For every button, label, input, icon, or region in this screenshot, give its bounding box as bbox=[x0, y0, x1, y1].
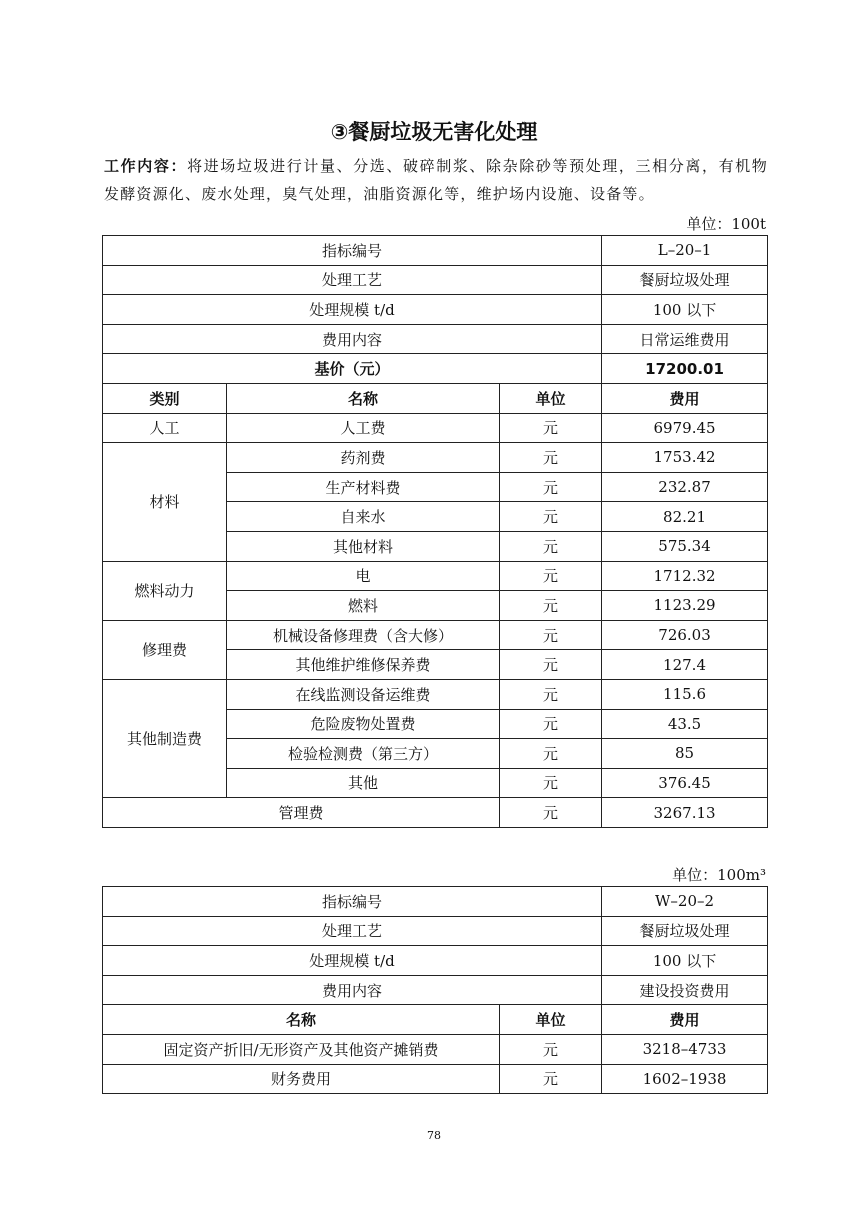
header-label: 处理工艺 bbox=[103, 265, 602, 295]
category-cell: 其他制造费 bbox=[103, 679, 227, 797]
item-cost: 726.03 bbox=[602, 620, 768, 650]
item-cost: 1123.29 bbox=[602, 591, 768, 621]
column-header: 单位 bbox=[500, 383, 602, 413]
item-name: 其他材料 bbox=[227, 531, 500, 561]
column-header: 名称 bbox=[103, 1005, 500, 1035]
item-name: 生产材料费 bbox=[227, 472, 500, 502]
item-cost: 3267.13 bbox=[602, 798, 768, 828]
item-cost: 575.34 bbox=[602, 531, 768, 561]
header-label: 费用内容 bbox=[103, 975, 602, 1005]
header-value: 17200.01 bbox=[602, 354, 768, 384]
item-unit: 元 bbox=[500, 502, 602, 532]
item-unit: 元 bbox=[500, 620, 602, 650]
item-unit: 元 bbox=[500, 561, 602, 591]
item-name: 燃料 bbox=[227, 591, 500, 621]
header-label: 基价（元） bbox=[103, 354, 602, 384]
item-unit: 元 bbox=[500, 739, 602, 769]
item-unit: 元 bbox=[500, 472, 602, 502]
header-label: 处理规模 t/d bbox=[103, 295, 602, 325]
table-row bbox=[103, 1034, 768, 1064]
item-unit: 元 bbox=[500, 531, 602, 561]
column-header-row bbox=[103, 383, 768, 413]
item-unit: 元 bbox=[500, 413, 602, 443]
column-header: 类别 bbox=[103, 383, 227, 413]
construction-investment-cost-table bbox=[102, 886, 768, 1094]
item-cost: 1602–1938 bbox=[602, 1064, 768, 1094]
item-cost: 43.5 bbox=[602, 709, 768, 739]
daily-operation-cost-table bbox=[102, 235, 768, 828]
work-label: 工作内容： bbox=[104, 157, 188, 175]
column-header: 费用 bbox=[602, 1005, 768, 1035]
category-cell: 修理费 bbox=[103, 620, 227, 679]
page-number: 78 bbox=[427, 1129, 441, 1142]
item-name: 电 bbox=[227, 561, 500, 591]
table-row bbox=[103, 1064, 768, 1094]
item-cost: 6979.45 bbox=[602, 413, 768, 443]
item-unit: 元 bbox=[500, 1034, 602, 1064]
item-name: 管理费 bbox=[103, 798, 500, 828]
category-cell: 材料 bbox=[103, 443, 227, 561]
header-label: 指标编号 bbox=[103, 887, 602, 917]
item-name: 机械设备修理费（含大修） bbox=[227, 620, 500, 650]
column-header: 名称 bbox=[227, 383, 500, 413]
header-label: 处理工艺 bbox=[103, 916, 602, 946]
item-unit: 元 bbox=[500, 679, 602, 709]
table-row bbox=[103, 443, 768, 473]
header-row bbox=[103, 354, 768, 384]
header-row bbox=[103, 324, 768, 354]
item-cost: 127.4 bbox=[602, 650, 768, 680]
item-cost: 1712.32 bbox=[602, 561, 768, 591]
item-cost: 82.21 bbox=[602, 502, 768, 532]
table-row bbox=[103, 679, 768, 709]
footer-row bbox=[103, 798, 768, 828]
section-title: ③餐厨垃圾无害化处理 bbox=[330, 120, 538, 144]
item-unit: 元 bbox=[500, 1064, 602, 1094]
header-value: 100 以下 bbox=[602, 946, 768, 976]
work-content bbox=[104, 152, 768, 208]
table-row bbox=[103, 413, 768, 443]
item-name: 自来水 bbox=[227, 502, 500, 532]
item-cost: 3218–4733 bbox=[602, 1034, 768, 1064]
header-label: 费用内容 bbox=[103, 324, 602, 354]
header-row bbox=[103, 946, 768, 976]
header-value: 建设投资费用 bbox=[602, 975, 768, 1005]
item-unit: 元 bbox=[500, 798, 602, 828]
item-cost: 115.6 bbox=[602, 679, 768, 709]
header-value: L–20–1 bbox=[602, 236, 768, 266]
item-name: 药剂费 bbox=[227, 443, 500, 473]
header-value: 餐厨垃圾处理 bbox=[602, 265, 768, 295]
item-name: 其他 bbox=[227, 768, 500, 798]
item-cost: 1753.42 bbox=[602, 443, 768, 473]
header-row bbox=[103, 236, 768, 266]
header-label: 处理规模 t/d bbox=[103, 946, 602, 976]
item-name: 财务费用 bbox=[103, 1064, 500, 1094]
item-unit: 元 bbox=[500, 591, 602, 621]
item-unit: 元 bbox=[500, 768, 602, 798]
item-unit: 元 bbox=[500, 650, 602, 680]
header-row bbox=[103, 265, 768, 295]
header-row bbox=[103, 887, 768, 917]
item-name: 人工费 bbox=[227, 413, 500, 443]
item-cost: 232.87 bbox=[602, 472, 768, 502]
category-cell: 人工 bbox=[103, 413, 227, 443]
table-row bbox=[103, 561, 768, 591]
item-cost: 85 bbox=[602, 739, 768, 769]
header-value: 100 以下 bbox=[602, 295, 768, 325]
work-content-text: 将进场垃圾进行计量、分选、破碎制浆、除杂除砂等预处理，三相分离，有机物发酵资源化、废水处理，臭气处理，油脂资源化等，维护场内设施、设备等。 bbox=[104, 157, 768, 203]
item-cost: 376.45 bbox=[602, 768, 768, 798]
category-cell: 燃料动力 bbox=[103, 561, 227, 620]
header-row bbox=[103, 916, 768, 946]
table2-unit: 单位：100m³ bbox=[672, 866, 766, 884]
item-name: 在线监测设备运维费 bbox=[227, 679, 500, 709]
column-header: 单位 bbox=[500, 1005, 602, 1035]
item-unit: 元 bbox=[500, 443, 602, 473]
header-label: 指标编号 bbox=[103, 236, 602, 266]
column-header: 费用 bbox=[602, 383, 768, 413]
table1-unit: 单位：100t bbox=[686, 215, 766, 233]
table-row bbox=[103, 620, 768, 650]
item-name: 危险废物处置费 bbox=[227, 709, 500, 739]
item-name: 其他维护维修保养费 bbox=[227, 650, 500, 680]
column-header-row bbox=[103, 1005, 768, 1035]
item-name: 固定资产折旧/无形资产及其他资产摊销费 bbox=[103, 1034, 500, 1064]
item-unit: 元 bbox=[500, 709, 602, 739]
header-row bbox=[103, 295, 768, 325]
header-value: 餐厨垃圾处理 bbox=[602, 916, 768, 946]
header-row bbox=[103, 975, 768, 1005]
item-name: 检验检测费（第三方） bbox=[227, 739, 500, 769]
header-value: W–20–2 bbox=[602, 887, 768, 917]
header-value: 日常运维费用 bbox=[602, 324, 768, 354]
